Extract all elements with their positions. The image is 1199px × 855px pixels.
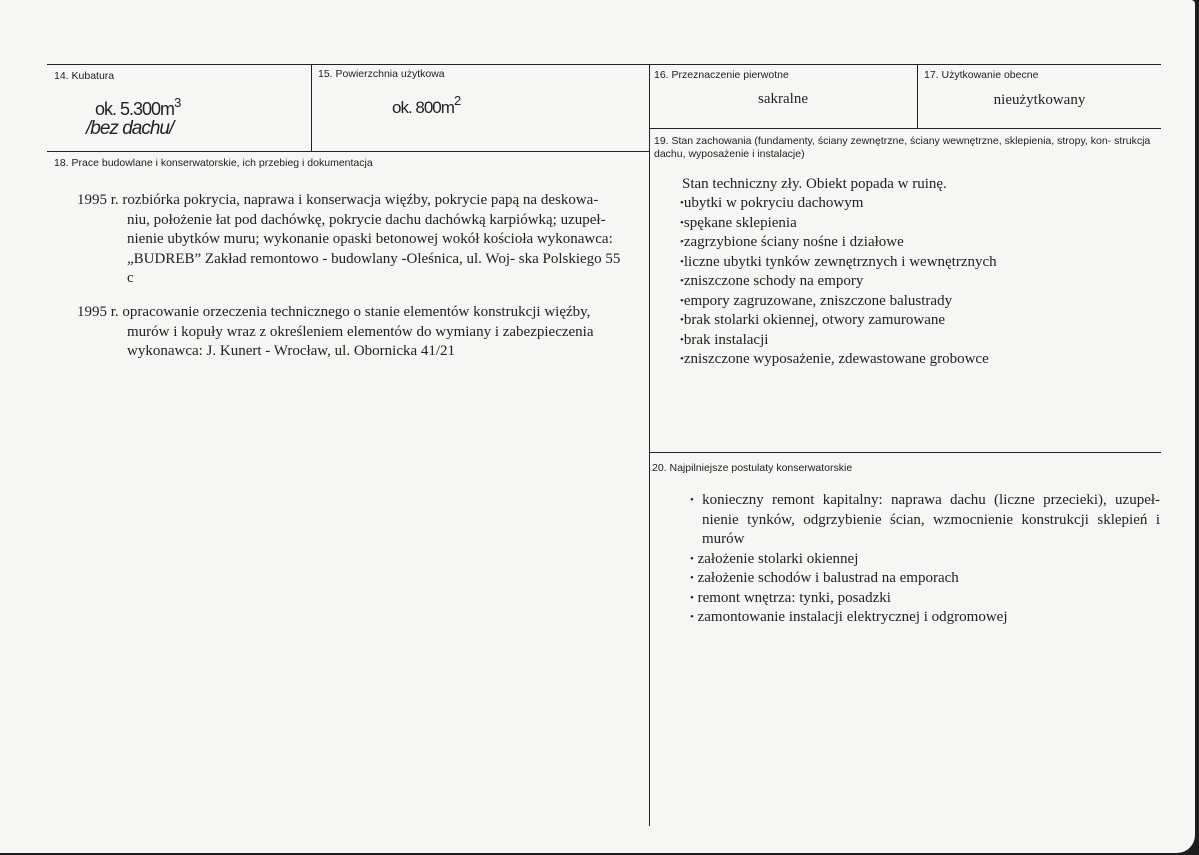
rule-below-16-17 <box>649 128 1161 129</box>
stan-intro: Stan techniczny zły. Obiekt popada w ruinę. <box>682 176 947 192</box>
postulaty-list <box>688 491 1160 628</box>
prace-entry-2-continuation: murów i kopuły wraz z określeniem elementów do wymiany i zabezpieczenia wykonawca: J. Kunert - Wrocław, ul. Obornicka 41/21 <box>127 323 594 359</box>
stan-item: •empory zagruzowane, zniszczone balustrady <box>680 292 953 309</box>
rule-below-14-15 <box>47 151 649 152</box>
prace-entry-1-first-line: 1995 r. rozbiórka pokrycia, naprawa i konserwacja więźby, pokrycie papą na deskowa- <box>77 192 599 208</box>
postulat-item: • remont wnętrza: tynki, posadzki <box>690 589 891 606</box>
top-rule-right <box>649 64 1161 65</box>
postulat-item: • założenie schodów i balustrad na emporach <box>690 570 959 586</box>
kubatura-unit-exponent: 3 <box>174 95 182 110</box>
postulat-item: • konieczny remont kapitalny: naprawa dachu (liczne przecieki), uzupeł- nienie tynków, odgrzybienie ścian, wzmocnienie konstrukcji sklepień i murów <box>690 492 1161 547</box>
stan-item: •zniszczone wyposażenie, zdewastowane grobowce <box>680 351 989 367</box>
prace-label: 18. Prace budowlane i konserwatorskie, ich przebieg i dokumentacja <box>54 157 373 169</box>
kubatura-label: 14. Kubatura <box>54 70 115 82</box>
stan-item: •brak instalacji <box>680 331 769 348</box>
stan-label: 19. Stan zachowania (fundamenty, ściany zewnętrzne, ściany wewnętrzne, sklepienia, stropy, kon- strukcja dachu, wyposażenie i instalacje) <box>654 135 1151 160</box>
kubatura-value <box>95 95 181 120</box>
prace-entry-2 <box>77 303 629 362</box>
stan-item: •spękane sklepienia <box>680 214 797 231</box>
prace-entry-1 <box>77 191 629 289</box>
powierzchnia-value-text: ok. 800m <box>392 98 454 117</box>
divider-14-15 <box>311 64 312 151</box>
kubatura-note: /bez dachu/ <box>86 118 174 139</box>
stan-item: •liczne ubytki tynków zewnętrznych i wewnętrznych <box>680 253 997 270</box>
top-rule-left <box>47 64 649 65</box>
uzytkowanie-value: nieużytkowany <box>993 92 1086 108</box>
przeznaczenie-label: 16. Przeznaczenie pierwotne <box>654 69 789 81</box>
przeznaczenie-value: sakralne <box>758 91 808 107</box>
powierzchnia-unit-exponent: 2 <box>453 93 462 108</box>
stan-item: •ubytki w pokryciu dachowym <box>680 195 864 211</box>
main-divider <box>649 64 650 826</box>
powierzchnia-value <box>392 93 461 118</box>
powierzchnia-label: 15. Powierzchnia użytkowa <box>318 68 445 80</box>
stan-list <box>680 194 997 370</box>
postulat-item: • założenie stolarki okiennej <box>690 550 859 567</box>
stan-item: •zagrzybione ściany nośne i działowe <box>680 234 904 250</box>
stan-item: •zniszczone schody na empory <box>680 273 864 289</box>
prace-entry-2-first-line: 1995 r. opracowanie orzeczenia technicznego o stanie elementów konstrukcji więźby, <box>77 304 591 320</box>
rule-above-20 <box>649 452 1161 453</box>
postulaty-label: 20. Najpilniejsze postulaty konserwatorskie <box>652 462 853 474</box>
prace-entry-1-continuation: niu, położenie łat pod dachówkę, pokrycie dachu dachówką karpiówką; uzupeł- nienie ubytków muru; wykonanie opaski betonowej wokół kościoła wykonawca: „BUDREB” Zakład remontowo - budowlany -Oleśnica, ul. Woj- ska Polskiego 55 c <box>127 211 621 286</box>
uzytkowanie-label: 17. Użytkowanie obecne <box>924 69 1039 81</box>
kubatura-value-text: ok. 5.300m <box>95 99 175 119</box>
stan-item: •brak stolarki okiennej, otwory zamurowane <box>680 312 946 328</box>
postulat-item: • zamontowanie instalacji elektrycznej i odgromowej <box>690 609 1008 625</box>
